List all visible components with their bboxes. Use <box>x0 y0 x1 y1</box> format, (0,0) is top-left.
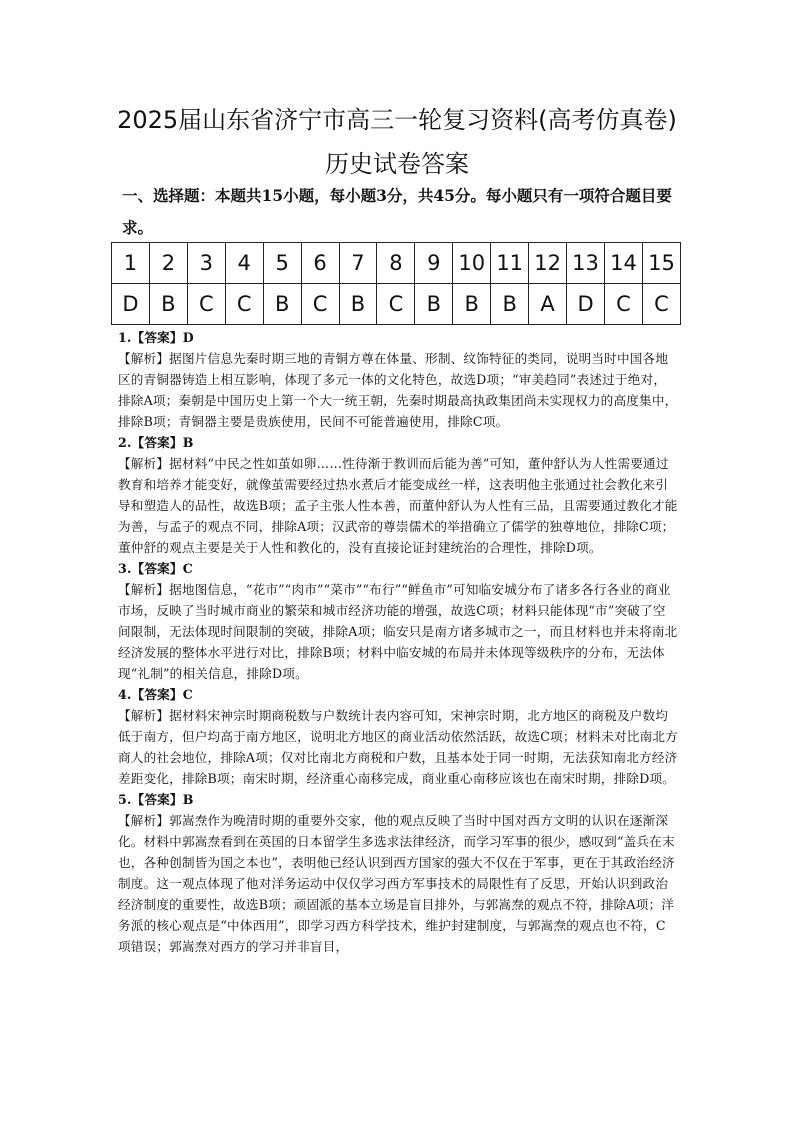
answer-explanation: 【解析】据地图信息，“花市”“肉市”“菜市”“布行”“鲜鱼市”可知临安城分布了诸多各行各业的商业市场，反映了当时城市商业的繁荣和城市经济功能的增强，故选C项；材料只能体现“市”突破了空间限制，无法体现时间限制的突破，排除A项；临安只是南方诸多城市之一，而且材料也并未将南北经济发展的整体水平进行对比，排除B项；材料中临安城的布局并未体现等级秩序的分布，无法体现“礼制”的相关信息，排除D项。 <box>118 582 678 681</box>
question-number-cell: 3 <box>187 243 225 284</box>
question-number-cell: 6 <box>301 243 339 284</box>
answer-cell: C <box>187 284 225 325</box>
question-number-cell: 15 <box>642 243 680 284</box>
document-title: 2025届山东省济宁市高三一轮复习资料(高考仿真卷) <box>117 106 677 134</box>
answer-header: 4.【答案】C <box>118 687 193 702</box>
answer-header: 1.【答案】D <box>118 330 194 345</box>
answer-cell: A <box>529 284 567 325</box>
answer-cell: D <box>567 284 605 325</box>
answer-cell: B <box>263 284 301 325</box>
answer-explanation: 【解析】据图片信息先秦时期三地的青铜方尊在体量、形制、纹饰特征的类同，说明当时中国各地区的青铜器铸造上相互影响，体现了多元一体的文化特色，故选D项；“审美趋同”表述过于绝对，排除A项；秦朝是中国历史上第一个大一统王朝，先秦时期最高执政集团尚未实现权力的高度集中，排除B项；青铜器主要是贵族使用，民间不可能普遍使用，排除C项。 <box>118 351 678 429</box>
answer-letter-row <box>112 284 681 325</box>
answer-table <box>111 242 681 325</box>
question-number-cell: 13 <box>567 243 605 284</box>
question-number-cell: 8 <box>377 243 415 284</box>
answer-header: 5.【答案】B <box>118 792 194 807</box>
question-number-cell: 10 <box>453 243 491 284</box>
answer-header: 2.【答案】B <box>118 435 194 450</box>
question-number-cell: 11 <box>491 243 529 284</box>
question-number-row <box>112 243 681 284</box>
document-subtitle: 历史试卷答案 <box>325 150 469 178</box>
answer-explanation: 【解析】郭嵩焘作为晚清时期的重要外交家，他的观点反映了当时中国对西方文明的认识在逐渐深化。材料中郭嵩焘看到在英国的日本留学生多选求法律经济，而学习军事的很少，感叹到“盖兵在末也，各种创制皆为国之本也”，表明他已经认识到西方国家的强大不仅在于军事，更在于其政治经济制度。这一观点体现了他对洋务运动中仅仅学习西方军事技术的局限性有了反思，开始认识到政治经济制度的重要性，故选B项；顽固派的基本立场是盲目排外，与郭嵩焘的观点不符，排除A项；洋务派的核心观点是“中体西用”，即学习西方科学技术，维护封建制度，与郭嵩焘的观点也不符，C项错误；郭嵩焘对西方的学习并非盲目， <box>118 813 675 954</box>
section-heading: 一、选择题：本题共15小题，每小题3分，共45分。每小题只有一项符合题目要求。 <box>122 186 672 237</box>
question-number-cell: 5 <box>263 243 301 284</box>
answer-explanation: 【解析】据材料“中民之性如茧如卵……性待渐于教训而后能为善”可知，董仲舒认为人性需要通过教育和培养才能变好，就像茧需要经过热水煮后才能变成丝一样，这表明他主张通过社会教化来引导和塑造人的品性，故选B项；孟子主张人性本善，而董仲舒认为人性有三品，且需要通过教化才能为善，与孟子的观点不同，排除A项；汉武帝的尊崇儒术的举措确立了儒学的独尊地位，排除C项；董仲舒的观点主要是关于人性和教化的，没有直接论证封建统治的合理性，排除D项。 <box>118 456 678 555</box>
question-number-cell: 4 <box>225 243 263 284</box>
answer-explanation: 【解析】据材料宋神宗时期商税数与户数统计表内容可知，宋神宗时期，北方地区的商税及户数均低于南方，但户均高于南方地区，说明北方地区的商业活动依然活跃，故选C项；材料未对比南北方商人的社会地位，排除A项；仅对比南北方商税和户数，且基本处于同一时期，无法获知南北方经济差距变化，排除B项；南宋时期，经济重心南移完成，商业重心南移应该也在南宋时期，排除D项。 <box>118 708 678 786</box>
explanations <box>118 327 678 957</box>
answer-cell: C <box>642 284 680 325</box>
question-number-cell: 14 <box>604 243 642 284</box>
answer-cell: D <box>112 284 150 325</box>
question-number-cell: 12 <box>529 243 567 284</box>
answer-cell: C <box>301 284 339 325</box>
question-number-cell: 2 <box>149 243 187 284</box>
question-number-cell: 1 <box>112 243 150 284</box>
answer-header: 3.【答案】C <box>118 561 193 576</box>
question-number-cell: 9 <box>415 243 453 284</box>
question-number-cell: 7 <box>339 243 377 284</box>
answer-cell: B <box>339 284 377 325</box>
answer-cell: B <box>491 284 529 325</box>
answer-cell: B <box>415 284 453 325</box>
answer-cell: C <box>225 284 263 325</box>
answer-cell: B <box>453 284 491 325</box>
answer-cell: C <box>377 284 415 325</box>
answer-cell: B <box>149 284 187 325</box>
answer-cell: C <box>604 284 642 325</box>
